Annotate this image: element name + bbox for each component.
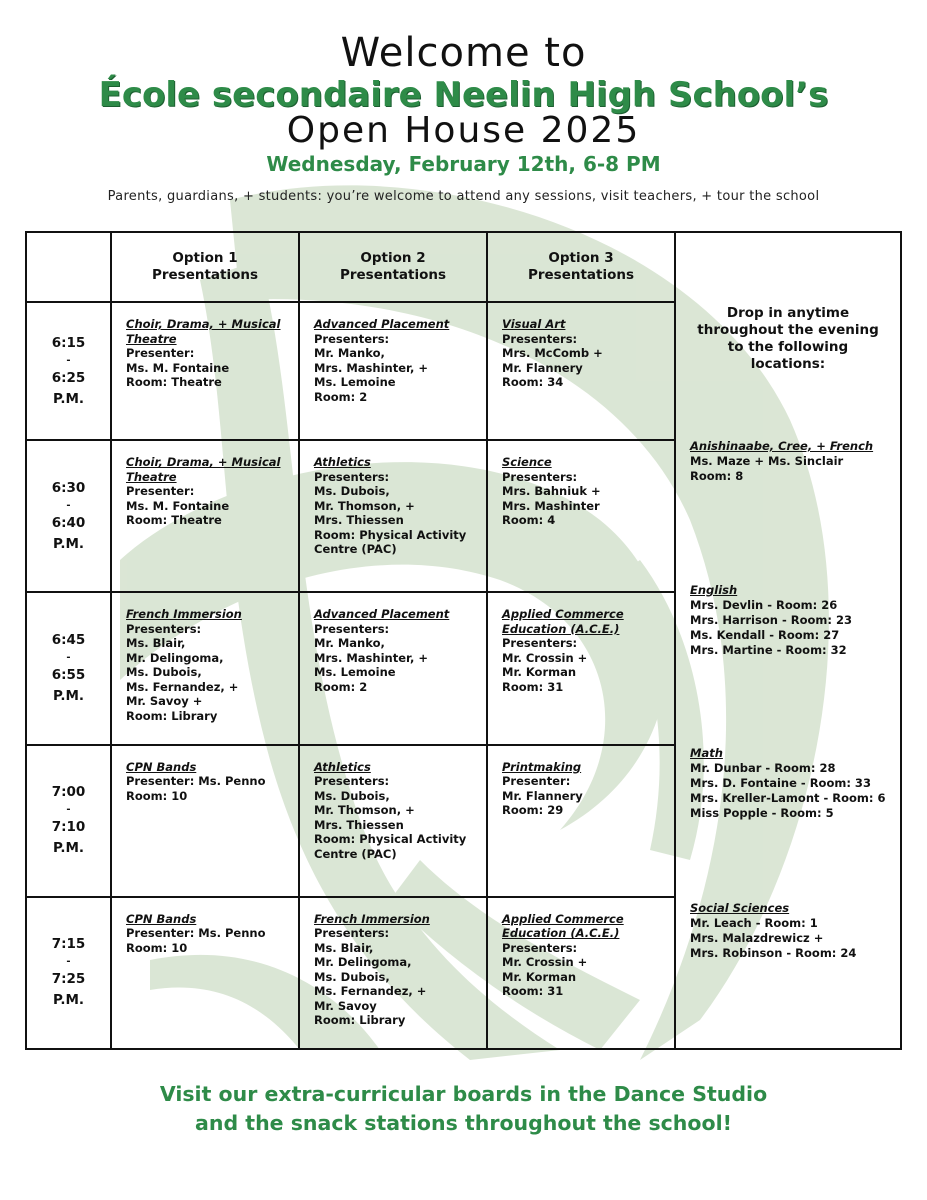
session-content xyxy=(300,746,486,868)
session-detail: Mr. Korman xyxy=(502,665,577,680)
session-content xyxy=(488,746,674,824)
drop-in-line: Mr. Dunbar - Room: 28 xyxy=(690,761,836,775)
drop-in-intro xyxy=(676,305,900,373)
time-period: P.M. xyxy=(52,687,85,704)
drop-in-line: Miss Popple - Room: 5 xyxy=(690,806,834,820)
session-title: Visual Art xyxy=(502,317,566,332)
session-cell xyxy=(111,440,299,592)
time-slot-cell xyxy=(26,440,111,592)
session-detail: Mr. Savoy xyxy=(314,998,377,1013)
session-detail: Presenters: xyxy=(502,636,578,651)
footer-line-2: and the snack stations throughout the school! xyxy=(195,1111,732,1135)
session-cell xyxy=(487,745,675,897)
session-detail: Mr. Flannery xyxy=(502,788,583,803)
session-title: CPN Bands xyxy=(126,759,197,774)
drop-in-group xyxy=(690,746,895,821)
drop-in-intro-line: locations: xyxy=(750,356,826,372)
session-detail: Presenters: xyxy=(314,926,390,941)
drop-in-line: Mrs. Malazdrewicz + xyxy=(690,931,824,945)
session-detail: Room: 34 xyxy=(502,375,564,390)
session-title: Choir, Drama, + Musical Theatre xyxy=(126,317,281,346)
drop-in-line: Mrs. Devlin - Room: 26 xyxy=(690,598,838,612)
time-separator: - xyxy=(66,651,71,663)
session-detail: Ms. Fernandez, + xyxy=(314,984,427,999)
schedule-table xyxy=(25,231,902,1050)
corner-cell xyxy=(26,232,111,302)
session-detail: Ms. Blair, xyxy=(314,940,374,955)
time-slot-cell xyxy=(26,302,111,440)
session-title: Choir, Drama, + Musical Theatre xyxy=(126,455,281,484)
time-end: 6:25 xyxy=(51,369,86,386)
session-title: Applied Commerce Education (A.C.E.) xyxy=(502,911,624,941)
session-detail: Mr. Manko, xyxy=(314,346,385,361)
session-detail: Presenter: xyxy=(502,774,571,789)
session-detail: Room: Theatre xyxy=(126,375,222,390)
intro-text: Parents, guardians, + students: you’re welcome to attend any sessions, visit teachers, + tour the school xyxy=(107,189,820,204)
session-cell xyxy=(299,745,487,897)
session-detail: Room: 31 xyxy=(502,984,564,999)
footer-line-1: Visit our extra-curricular boards in the Dance Studio xyxy=(159,1082,768,1106)
session-detail: Ms. Fernandez, + xyxy=(126,679,239,694)
session-content xyxy=(300,898,486,1034)
drop-in-column xyxy=(675,232,901,1049)
session-detail: Mr. Korman xyxy=(502,969,577,984)
session-content xyxy=(112,898,298,962)
session-content xyxy=(300,303,486,410)
session-detail: Room: 2 xyxy=(314,679,368,694)
session-detail: Room: 10 xyxy=(126,940,188,955)
event-date: Wednesday, February 12th, 6-8 PM xyxy=(266,152,661,176)
session-cell xyxy=(299,440,487,592)
time-start: 7:00 xyxy=(51,784,86,801)
drop-in-group-title: Math xyxy=(690,746,723,760)
session-cell xyxy=(487,592,675,744)
session-detail: Room: 29 xyxy=(502,803,564,818)
session-detail: Presenters: xyxy=(502,469,578,484)
session-cell xyxy=(299,592,487,744)
drop-in-line: Ms. Kendall - Room: 27 xyxy=(690,628,840,642)
session-content xyxy=(488,898,674,1005)
session-detail: Presenters: xyxy=(126,621,202,636)
drop-in-intro-line: Drop in anytime xyxy=(726,305,850,321)
session-detail: Presenter: xyxy=(126,346,195,361)
session-detail: Mr. Delingoma, xyxy=(126,650,224,665)
session-title: Advanced Placement xyxy=(314,317,450,332)
session-detail: Room: 4 xyxy=(502,513,556,528)
drop-in-line: Mr. Leach - Room: 1 xyxy=(690,916,818,930)
drop-in-intro-line: throughout the evening xyxy=(697,322,879,338)
session-cell xyxy=(111,745,299,897)
session-detail: Presenter: Ms. Penno xyxy=(126,926,266,941)
session-title: Science xyxy=(502,455,552,470)
session-detail: Room: Physical Activity xyxy=(314,832,467,847)
session-cell xyxy=(487,302,675,440)
time-end: 7:25 xyxy=(51,971,86,988)
drop-in-line: Mrs. Harrison - Room: 23 xyxy=(690,613,852,627)
session-detail: Ms. Dubois, xyxy=(314,969,390,984)
option-header-title: Option 1 xyxy=(172,250,238,267)
title-welcome: Welcome to xyxy=(340,30,587,76)
drop-in-group-title: Social Sciences xyxy=(690,901,790,915)
session-detail: Room: 2 xyxy=(314,389,368,404)
time-slot-cell xyxy=(26,592,111,744)
session-detail: Presenters: xyxy=(314,469,390,484)
session-detail: Mr. Thomson, + xyxy=(314,803,415,818)
session-detail: Presenter: xyxy=(126,484,195,499)
option-header-title: Option 3 xyxy=(548,250,614,267)
session-content xyxy=(112,441,298,534)
drop-in-group xyxy=(690,583,895,658)
session-content xyxy=(300,441,486,563)
option-header xyxy=(487,232,675,302)
session-title: Applied Commerce Education (A.C.E.) xyxy=(502,607,624,636)
time-separator: - xyxy=(66,804,71,816)
drop-in-line: Mrs. Robinson - Room: 24 xyxy=(690,946,857,960)
header-row xyxy=(26,232,901,302)
session-title: Printmaking xyxy=(502,759,582,774)
session-detail: Presenters: xyxy=(502,940,578,955)
session-detail: Presenter: Ms. Penno xyxy=(126,774,266,789)
session-detail: Room: Library xyxy=(314,1013,406,1028)
drop-in-group xyxy=(690,439,895,484)
session-detail: Presenters: xyxy=(502,331,578,346)
session-title: French Immersion xyxy=(126,607,242,622)
time-end: 6:40 xyxy=(51,514,86,531)
session-detail: Ms. Dubois, xyxy=(314,484,390,499)
session-detail: Ms. Lemoine xyxy=(314,375,396,390)
session-detail: Room: 10 xyxy=(126,788,188,803)
drop-in-line: Mrs. D. Fontaine - Room: 33 xyxy=(690,776,871,790)
drop-in-group xyxy=(690,901,895,961)
time-end: 6:55 xyxy=(51,666,86,683)
session-detail: Mrs. Bahniuk + xyxy=(502,484,601,499)
time-separator: - xyxy=(66,354,71,366)
session-cell xyxy=(111,897,299,1049)
time-separator: - xyxy=(66,499,71,511)
session-cell xyxy=(299,897,487,1049)
time-start: 6:45 xyxy=(51,631,86,648)
session-detail: Mr. Flannery xyxy=(502,360,583,375)
time-period: P.M. xyxy=(52,390,85,407)
session-title: Advanced Placement xyxy=(314,607,450,622)
session-detail: Presenters: xyxy=(314,331,390,346)
session-content xyxy=(112,593,298,729)
session-detail: Room: Library xyxy=(126,708,218,723)
session-detail: Mrs. Thiessen xyxy=(314,817,404,832)
session-detail: Room: Physical Activity xyxy=(314,527,467,542)
session-cell xyxy=(487,440,675,592)
session-detail: Mrs. Mashinter xyxy=(502,498,600,513)
session-detail: Mr. Delingoma, xyxy=(314,955,412,970)
session-detail: Mr. Manko, xyxy=(314,636,385,651)
time-period: P.M. xyxy=(52,535,85,552)
session-detail: Presenters: xyxy=(314,774,390,789)
session-detail: Presenters: xyxy=(314,621,390,636)
option-header-subtitle: Presentations xyxy=(339,267,447,284)
session-detail: Mr. Crossin + xyxy=(502,955,588,970)
title-school-name: École secondaire Neelin High School’s xyxy=(98,75,829,115)
session-title: Athletics xyxy=(314,759,371,774)
footer-message xyxy=(0,1080,927,1138)
session-detail: Mr. Savoy + xyxy=(126,694,203,709)
option-header-title: Option 2 xyxy=(360,250,426,267)
option-header-subtitle: Presentations xyxy=(151,267,259,284)
time-separator: - xyxy=(66,956,71,968)
drop-in-line: Mrs. Martine - Room: 32 xyxy=(690,643,847,657)
session-cell xyxy=(111,302,299,440)
session-detail: Ms. Dubois, xyxy=(126,665,202,680)
time-end: 7:10 xyxy=(51,819,86,836)
drop-in-group-title: English xyxy=(690,583,738,597)
session-content xyxy=(488,303,674,396)
session-detail: Mr. Thomson, + xyxy=(314,498,415,513)
time-period: P.M. xyxy=(52,992,85,1009)
session-content xyxy=(112,303,298,396)
time-start: 6:30 xyxy=(51,479,86,496)
session-title: Athletics xyxy=(314,455,371,470)
drop-in-line: Mrs. Kreller-Lamont - Room: 6 xyxy=(690,791,886,805)
session-detail: Ms. Lemoine xyxy=(314,665,396,680)
session-detail: Centre (PAC) xyxy=(314,846,397,861)
session-content xyxy=(488,593,674,700)
session-detail: Mr. Crossin + xyxy=(502,650,588,665)
session-content xyxy=(300,593,486,700)
session-detail: Mrs. Thiessen xyxy=(314,513,404,528)
session-detail: Ms. M. Fontaine xyxy=(126,498,230,513)
drop-in-group-title: Anishinaabe, Cree, + French xyxy=(690,439,874,453)
session-cell xyxy=(299,302,487,440)
session-content xyxy=(488,441,674,534)
option-header-subtitle: Presentations xyxy=(527,267,635,284)
session-detail: Room: Theatre xyxy=(126,513,222,528)
title-open-house: Open House 2025 xyxy=(286,110,641,151)
session-detail: Mrs. Mashinter, + xyxy=(314,360,428,375)
session-cell xyxy=(487,897,675,1049)
time-period: P.M. xyxy=(52,840,85,857)
session-title: CPN Bands xyxy=(126,911,197,926)
time-start: 7:15 xyxy=(51,936,86,953)
session-content xyxy=(112,746,298,810)
session-detail: Mrs. McComb + xyxy=(502,346,603,361)
session-title: French Immersion xyxy=(314,911,430,926)
drop-in-line: Ms. Maze + Ms. Sinclair xyxy=(690,454,844,468)
time-slot-cell xyxy=(26,897,111,1049)
drop-in-intro-line: to the following xyxy=(727,339,849,355)
session-cell xyxy=(111,592,299,744)
session-detail: Centre (PAC) xyxy=(314,542,397,557)
session-detail: Mrs. Mashinter, + xyxy=(314,650,428,665)
session-detail: Ms. Dubois, xyxy=(314,788,390,803)
session-detail: Ms. M. Fontaine xyxy=(126,360,230,375)
drop-in-line: Room: 8 xyxy=(690,469,744,483)
session-detail: Room: 31 xyxy=(502,679,564,694)
option-header xyxy=(299,232,487,302)
option-header xyxy=(111,232,299,302)
time-start: 6:15 xyxy=(51,334,86,351)
time-slot-cell xyxy=(26,745,111,897)
session-detail: Ms. Blair, xyxy=(126,636,186,651)
